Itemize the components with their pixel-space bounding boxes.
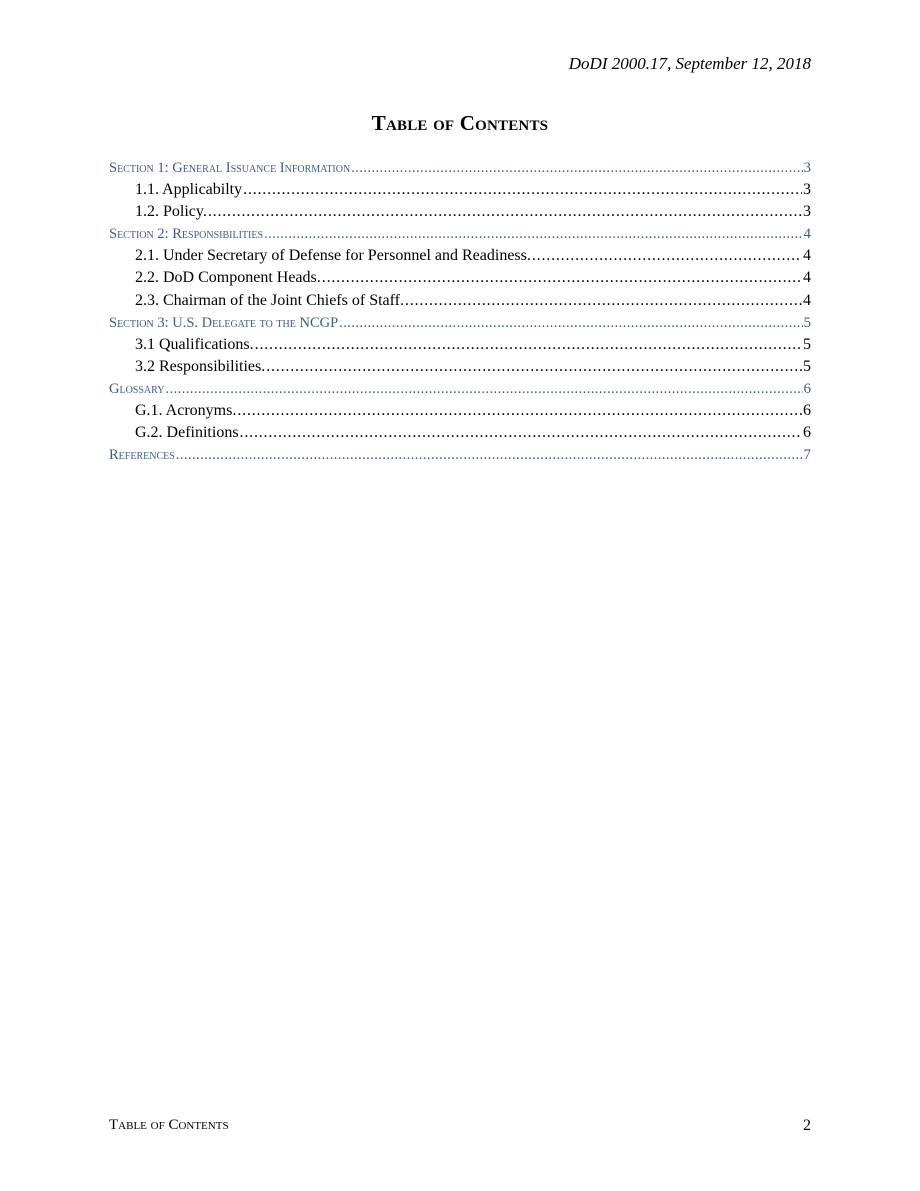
toc-subsection-link[interactable] [109,290,811,312]
toc-entry-label: References [109,447,175,464]
toc-entry-page: 4 [803,291,811,309]
toc-entry-label: 2.2. DoD Component Heads. [135,269,321,287]
document-reference-header: DoDI 2000.17, September 12, 2018 [568,54,811,73]
toc-dot-leader [176,444,803,466]
toc-subsection-link[interactable] [109,400,811,422]
toc-section-link[interactable] [109,157,811,179]
toc-entry-label: Glossary [109,380,165,397]
toc-dot-leader [237,400,802,422]
toc-section-link[interactable] [109,223,811,245]
toc-entry-label: 2.3. Chairman of the Joint Chiefs of Staff. [135,291,404,309]
toc-entry-page: 3 [803,181,811,199]
toc-dot-leader [166,378,803,400]
toc-entry-label: 3.1 Qualifications. [135,335,254,353]
toc-subsection-link[interactable] [109,201,811,223]
toc-dot-leader [405,290,802,312]
toc-entry-page: 4 [803,247,811,265]
toc-entry-label: Section 1: General Issuance Information [109,160,351,176]
toc-subsection-link[interactable] [109,267,811,289]
toc-entry-label: Section 2: Responsibilities [109,226,264,243]
toc-entry-label: Section 3: U.S. Delegate to the NCGP [109,314,339,331]
toc-entry-page: 7 [803,447,811,464]
toc-entry-page: 5 [803,335,811,353]
toc-dot-leader [243,179,802,201]
toc-entry-page: 6 [803,380,811,397]
toc-entry-page: 3 [803,203,811,221]
toc-entry-label: 2.1. Under Secretary of Defense for Personnel and Readiness. [135,247,531,265]
toc-entry-page: 5 [803,357,811,375]
toc-dot-leader [339,312,802,334]
toc-entry-label: G.1. Acronyms. [135,402,237,420]
footer-section-label: Table of Contents [109,1117,229,1133]
toc-entry-page: 3 [803,160,811,176]
toc-dot-leader [240,422,802,444]
footer-page-number: 2 [803,1117,811,1134]
toc-dot-leader [266,356,802,378]
toc-dot-leader [322,267,802,289]
page-title: Table of Contents [371,111,549,135]
toc-entry-page: 5 [803,314,811,331]
toc-entry-label: 1.1. Applicabilty [135,181,243,199]
table-of-contents [109,157,811,466]
toc-dot-leader [264,223,802,245]
toc-subsection-link[interactable] [109,356,811,378]
toc-dot-leader [208,201,802,223]
toc-subsection-link[interactable] [109,334,811,356]
toc-section-link[interactable] [109,378,811,400]
toc-entry-label: 3.2 Responsibilities. [135,357,266,375]
toc-section-link[interactable] [109,312,811,334]
toc-subsection-link[interactable] [109,422,811,444]
toc-dot-leader [255,334,802,356]
toc-subsection-link[interactable] [109,245,811,267]
toc-section-link[interactable] [109,444,811,466]
toc-entry-page: 4 [803,226,811,243]
toc-entry-label: 1.2. Policy. [135,203,207,221]
toc-dot-leader [351,157,802,179]
toc-entry-page: 6 [803,402,811,420]
toc-entry-page: 6 [803,424,811,442]
toc-dot-leader [532,245,802,267]
toc-entry-page: 4 [803,269,811,287]
toc-subsection-link[interactable] [109,179,811,201]
toc-entry-label: G.2. Definitions [135,424,239,442]
